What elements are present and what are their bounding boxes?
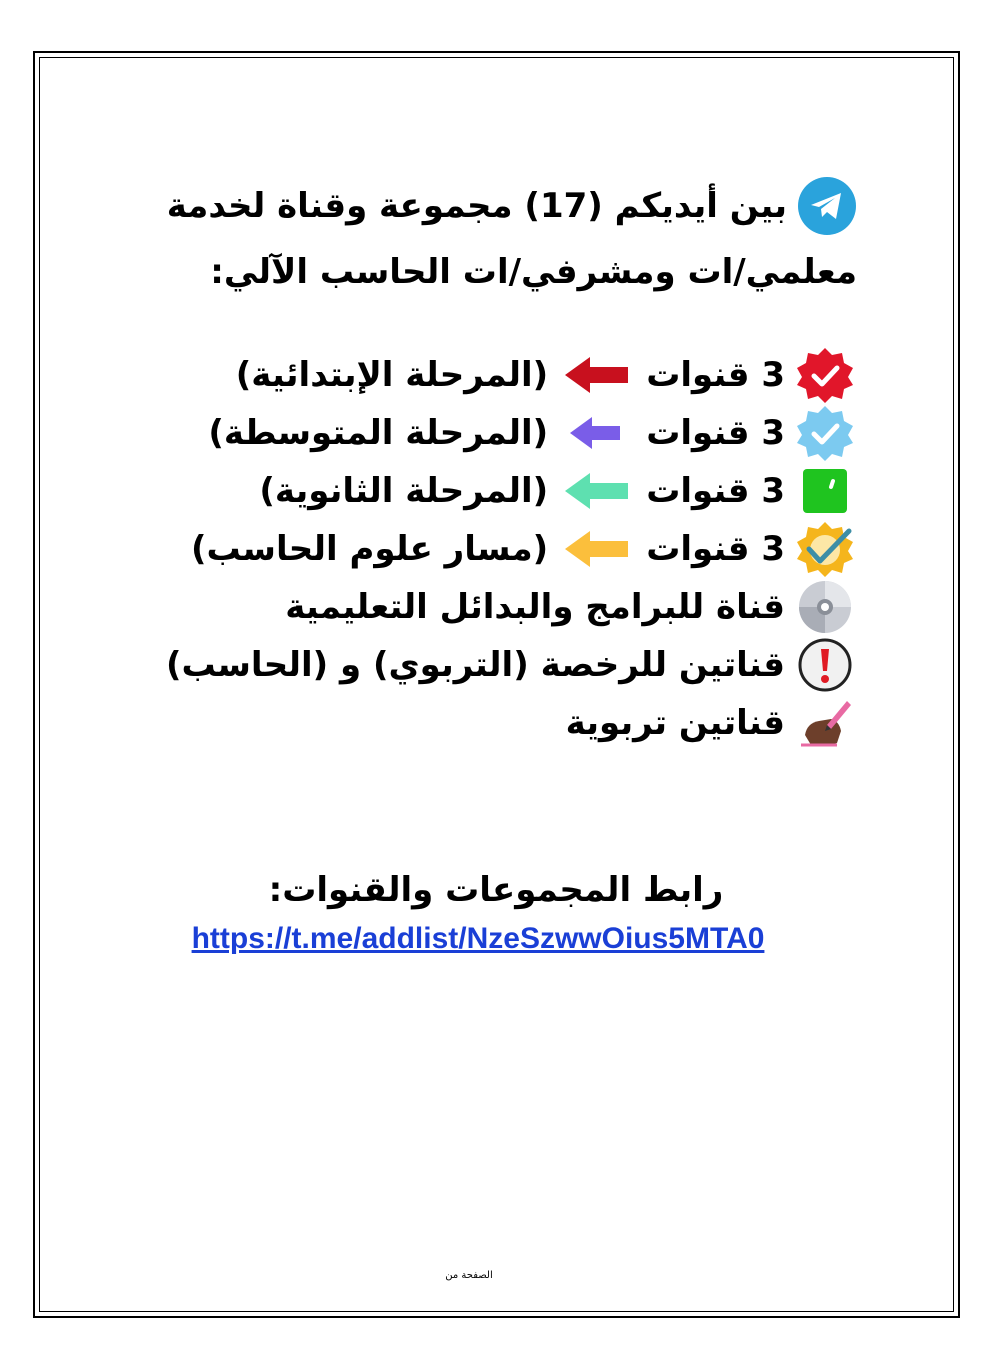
stage-label: (المرحلة الإبتدائية) [235,355,549,395]
channel-count: 3 قنوات [646,355,785,395]
list-item [137,346,857,404]
list-item [137,636,857,694]
list-item [137,462,857,520]
exclamation-circle-icon [793,636,857,694]
channel-count: 3 قنوات [646,413,785,453]
green-check-square-icon [793,462,857,520]
intro-line-1: بين أيديكم (17) مجموعة وقناة لخدمة [166,186,787,226]
links-title: رابط المجموعات والقنوات: [268,870,724,910]
blue-verified-badge-icon [793,404,857,462]
list-item [137,520,857,578]
channel-list [137,346,857,752]
list-item [137,694,857,752]
stage-label: (المرحلة المتوسطة) [208,413,549,453]
list-item [137,578,857,636]
red-arrow-left-icon [562,355,632,395]
intro-line-2: معلمي/ات ومشرفي/ات الحاسب الآلي: [210,252,857,292]
item-text: قناتين للرخصة (التربوي) و (الحاسب) [165,645,785,685]
green-arrow-left-icon [562,471,632,511]
red-verified-badge-icon [793,346,857,404]
writing-hand-icon [793,694,857,752]
orange-arrow-left-icon [562,529,632,569]
intro-text [157,173,857,305]
item-text: قناتين تربوية [565,703,785,743]
gold-badge-check-icon [793,520,857,578]
channel-count: 3 قنوات [646,529,785,569]
channel-count: 3 قنوات [646,471,785,511]
item-text: قناة للبرامج والبدائل التعليمية [285,587,785,627]
telegram-icon [797,176,857,236]
cd-disc-icon [793,578,857,636]
page-footer: الصفحة من [445,1270,493,1281]
list-item [137,404,857,462]
addlist-link[interactable]: https://t.me/addlist/NzeSzwwOius5MTA0 [191,922,765,955]
purple-arrow-left-icon [562,413,632,453]
stage-label: (المرحلة الثانوية) [259,471,549,511]
stage-label: (مسار علوم الحاسب) [191,529,549,569]
